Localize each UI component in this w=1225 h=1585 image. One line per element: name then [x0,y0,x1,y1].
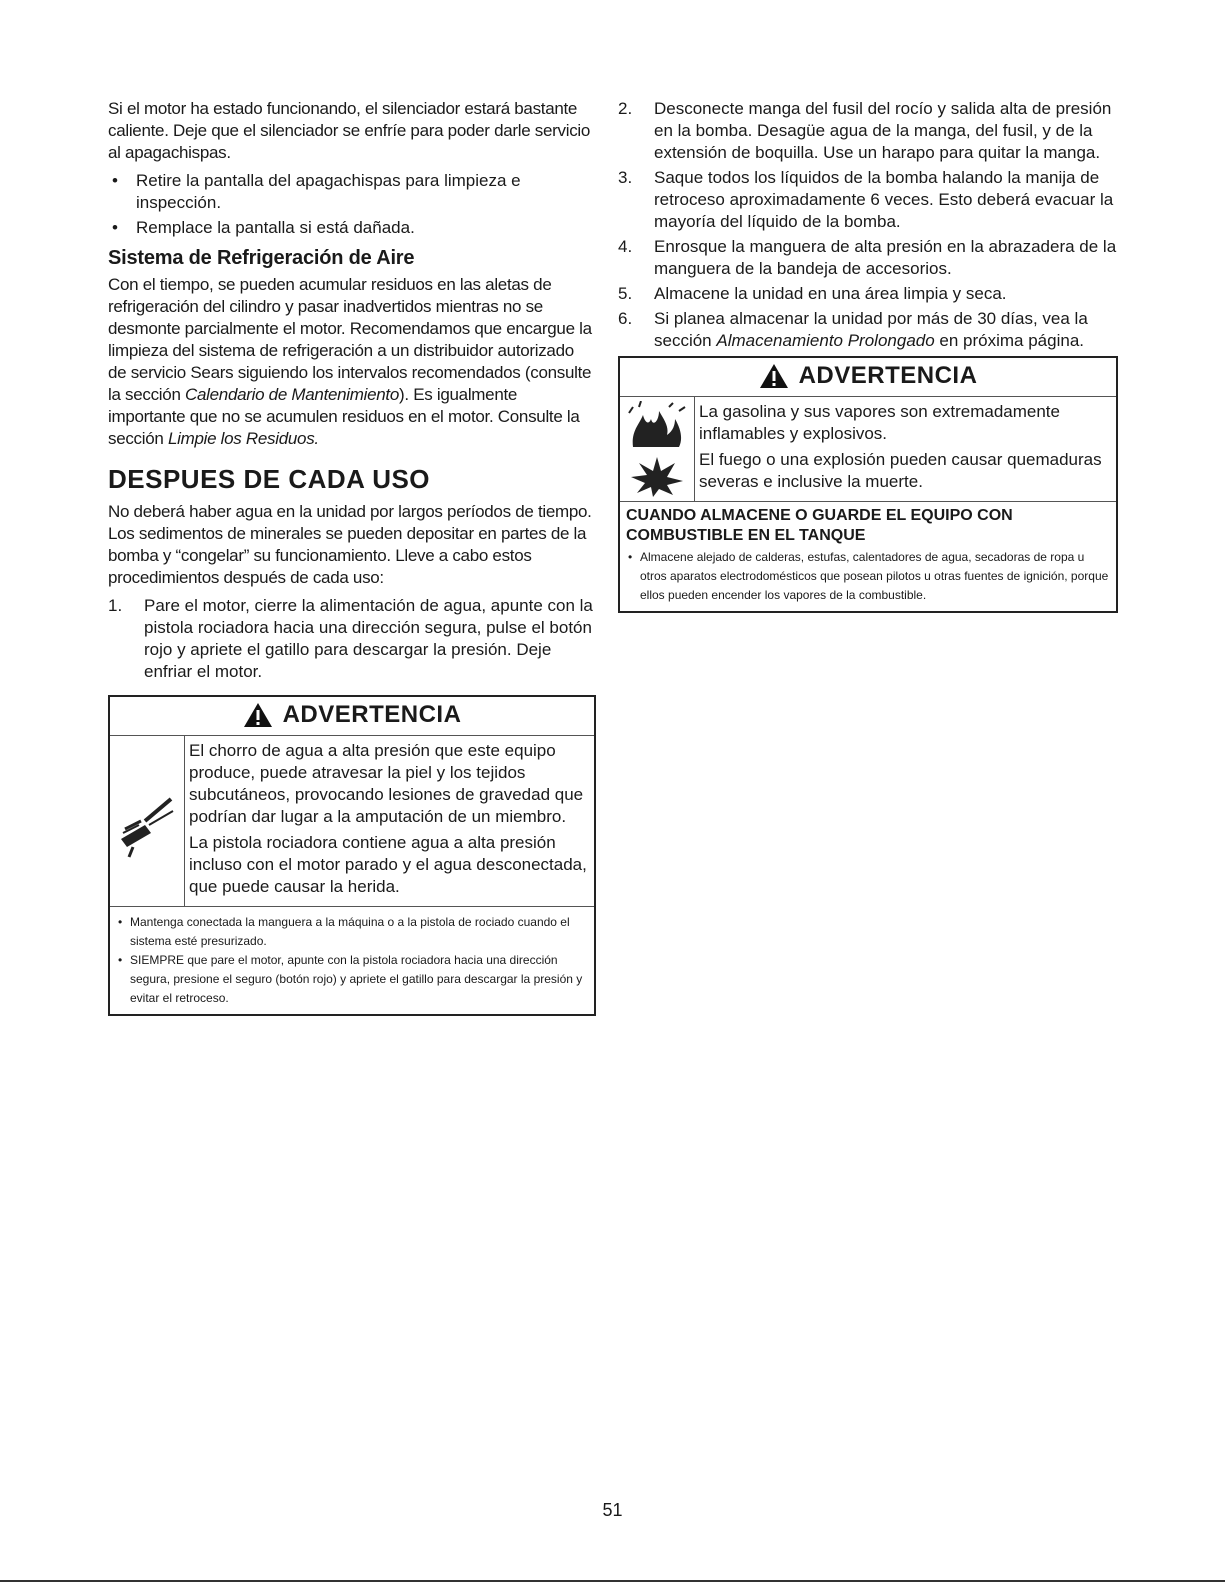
warning-header [620,358,1116,397]
bottom-rule [0,1580,1225,1582]
step-number: 2. [618,99,633,118]
warning-body [110,736,594,907]
step-text: Desconecte manga del fusil del rocío y salida alta de presión en la bomba. Desagüe agua de la manga, del fusil, y de la extensión de boquilla. Use un harapo para quitar la manga. [654,99,1112,162]
fuel-warning-box [618,356,1118,613]
step-number: 6. [618,309,633,328]
page-number: 51 [602,1500,623,1520]
warning-body [620,397,1116,502]
cooling-text-2: ). Es igualmente importante que no se acumulen residuos en el motor. Consulte la sección [108,385,580,448]
list-item: • SIEMPRE que pare el motor, apunte con la pistola rociadora hacia una dirección segura, presione el seguro (botón rojo) y apriete el gatillo para descargar la presión y evitar el retroceso. [116,951,588,1008]
warning-paragraph: La pistola rociadora contiene agua a alta presión incluso con el motor parado y el agua desconectada, que puede causar la herida. [189,833,587,896]
step-number: 3. [618,168,633,187]
list-item [618,98,1118,164]
fire-icon [625,401,689,451]
fire-explosion-icon [620,397,695,501]
warning-paragraph: El fuego o una explosión pueden causar quemaduras severas e inclusive la muerte. [699,450,1102,491]
muffler-intro: Si el motor ha estado funcionando, el silenciador estará bastante caliente. Deje que el silenciador se enfríe para poder darle servicio al apagachispas. [108,99,591,162]
high-pressure-injection-icon [110,736,185,906]
left-column [108,98,596,1016]
right-column [618,98,1118,613]
step-text: Saque todos los líquidos de la bomba halando la manija de retroceso aproximadamente 6 veces. Esto deberá evacuar la mayoría del líquido de la bomba. [654,168,1114,231]
list-item: • Remplace la pantalla si está dañada. [108,217,596,239]
after-use-steps [108,595,596,683]
list-item [108,595,596,683]
list-item [618,283,1118,305]
step-number: 1. [108,596,123,615]
warning-footer [110,907,594,1014]
step-text: Enrosque la manguera de alta presión en la abrazadera de la manguera de la bandeja de accesorios. [654,237,1117,278]
warning-title: ADVERTENCIA [282,701,462,728]
list-item: • Retire la pantalla del apagachispas para limpieza e inspección. [108,170,596,214]
warning-footer-list [626,548,1110,605]
step-text-b: en próxima página. [934,331,1085,350]
injection-warning-box [108,695,596,1016]
explosion-icon [625,451,689,497]
cooling-text-1: Con el tiempo, se pueden acumular residuos en las aletas de refrigeración del cilindro y pasar inadvertidos mientras no se desmonte parcialmente el motor. Recomendamos que encargue la limpieza del sistema de refrigeración a un distribuidor autorizado de servicio Sears siguiendo los intervalos recomendados (consulte la sección [108,275,592,404]
list-item [618,167,1118,233]
cooling-heading: Sistema de Refrigeración de Aire [108,247,415,269]
clean-debris-ref: Limpie los Residuos. [167,429,319,448]
step-number: 5. [618,284,633,303]
list-item: • Mantenga conectada la manguera a la máquina o a la pistola de rociado cuando el sistema esté presurizado. [116,913,588,951]
step-number: 4. [618,237,633,256]
warning-triangle-icon [759,363,789,389]
list-item [618,308,1118,352]
warning-paragraph: La gasolina y sus vapores son extremadamente inflamables y explosivos. [699,402,1060,443]
warning-header [110,697,594,736]
warning-paragraph: El chorro de agua a alta presión que este equipo produce, puede atravesar la piel y los tejidos subcutáneos, provocando lesiones de gravedad que podrían dar lugar a la amputación de un miembro. [189,741,584,826]
after-use-heading: DESPUES DE CADA USO [108,464,431,494]
storage-steps [618,98,1118,352]
warning-footer-heading: CUANDO ALMACENE O GUARDE EL EQUIPO CON COMBUSTIBLE EN EL TANQUE [626,507,1013,544]
prolonged-storage-ref: Almacenamiento Prolongado [716,331,935,350]
spark-arrestor-bullets [108,170,596,239]
after-use-text: No deberá haber agua en la unidad por largos períodos de tiempo. Los sedimentos de minerales se pueden depositar en partes de la bomba y “congelar” su funcionamiento. Lleve a cabo estos procedimientos después de cada uso: [108,502,592,587]
warning-title: ADVERTENCIA [798,362,978,389]
cooling-paragraph [108,274,596,450]
warning-text [185,736,594,906]
step-text: Almacene la unidad en una área limpia y seca. [654,284,1007,303]
warning-triangle-icon [243,702,273,728]
step-text-a: Si planea almacenar la unidad por más de 30 días, vea la sección [654,309,1088,350]
warning-footer-list [116,913,588,1008]
list-item [618,236,1118,280]
list-item: • Almacene alejado de calderas, estufas, calentadores de agua, secadoras de ropa u otros aparatos electrodomésticos que posean pilotos u otras fuentes de ignición, porque ellos pueden encender los vapores de la combustible. [626,548,1110,605]
warning-footer [620,502,1116,611]
maintenance-calendar-ref: Calendario de Mantenimiento [185,385,400,404]
warning-text [695,397,1116,501]
step-text: Pare el motor, cierre la alimentación de agua, apunte con la pistola rociadora hacia una dirección segura, pulse el botón rojo y apriete el gatillo para descargar la presión. Deje enfriar el motor. [144,596,593,681]
